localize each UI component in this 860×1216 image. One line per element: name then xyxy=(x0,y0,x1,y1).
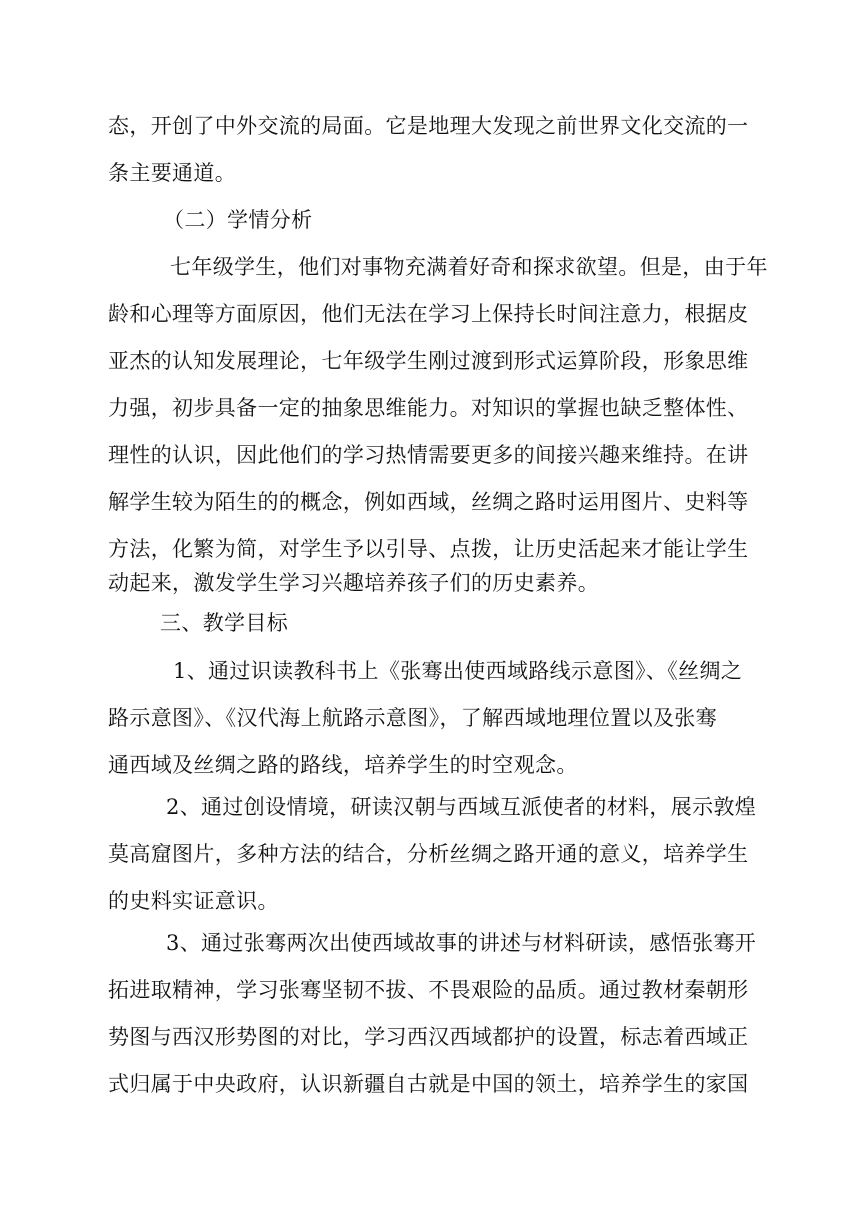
text-line: 的史料实证意识。 xyxy=(108,889,279,913)
text-line: 七年级学生，他们对事物充满着好奇和探求欲望。但是，由于年 xyxy=(170,255,768,279)
text-line: 解学生较为陌生的的概念，例如西域，丝绸之路时运用图片、史料等 xyxy=(108,490,749,514)
text-line: 理性的认识，因此他们的学习热情需要更多的间接兴趣来维持。在讲 xyxy=(108,443,749,467)
text-line: 条主要通道。 xyxy=(108,161,237,185)
text-line: 方法，化繁为简，对学生予以引导、点拨，让历史活起来才能让学生 xyxy=(108,537,749,561)
text-line: 路示意图》、《汉代海上航路示意图》，了解西域地理位置以及张骞 xyxy=(108,706,717,730)
text-line: 通西域及丝绸之路的路线，培养学生的时空观念。 xyxy=(108,753,578,777)
text-line: 龄和心理等方面原因，他们无法在学习上保持长时间注意力，根据皮 xyxy=(108,302,749,326)
text-line: 势图与西汉形势图的对比，学习西汉西域都护的设置，标志着西域正 xyxy=(108,1025,749,1049)
text-line: 莫高窟图片，多种方法的结合，分析丝绸之路开通的意义，培养学生 xyxy=(108,842,749,866)
text-line: 力强，初步具备一定的抽象思维能力。对知识的掌握也缺乏整体性、 xyxy=(108,396,749,420)
text-line: 态，开创了中外交流的局面。它是地理大发现之前世界文化交流的一 xyxy=(108,114,749,138)
text-line: 2、通过创设情境，研读汉朝与西域互派使者的材料，展示敦煌 xyxy=(166,795,757,819)
text-line: 亚杰的认知发展理论，七年级学生刚过渡到形式运算阶段，形象思维 xyxy=(108,349,749,373)
section-heading: 三、教学目标 xyxy=(160,611,289,635)
text-line: 拓进取精神，学习张骞坚韧不拔、不畏艰险的品质。通过教材秦朝形 xyxy=(108,978,749,1002)
text-line: 式归属于中央政府，认识新疆自古就是中国的领土，培养学生的家国 xyxy=(108,1072,749,1096)
text-line: 动起来，激发学生学习兴趣培养孩子们的历史素养。 xyxy=(108,571,600,595)
text-line: 3、通过张骞两次出使西域故事的讲述与材料研读，感悟张骞开 xyxy=(166,931,757,955)
section-heading: （二）学情分析 xyxy=(163,208,313,232)
text-line: 1、通过识读教科书上《张骞出使西域路线示意图》、《丝绸之 xyxy=(173,659,743,683)
